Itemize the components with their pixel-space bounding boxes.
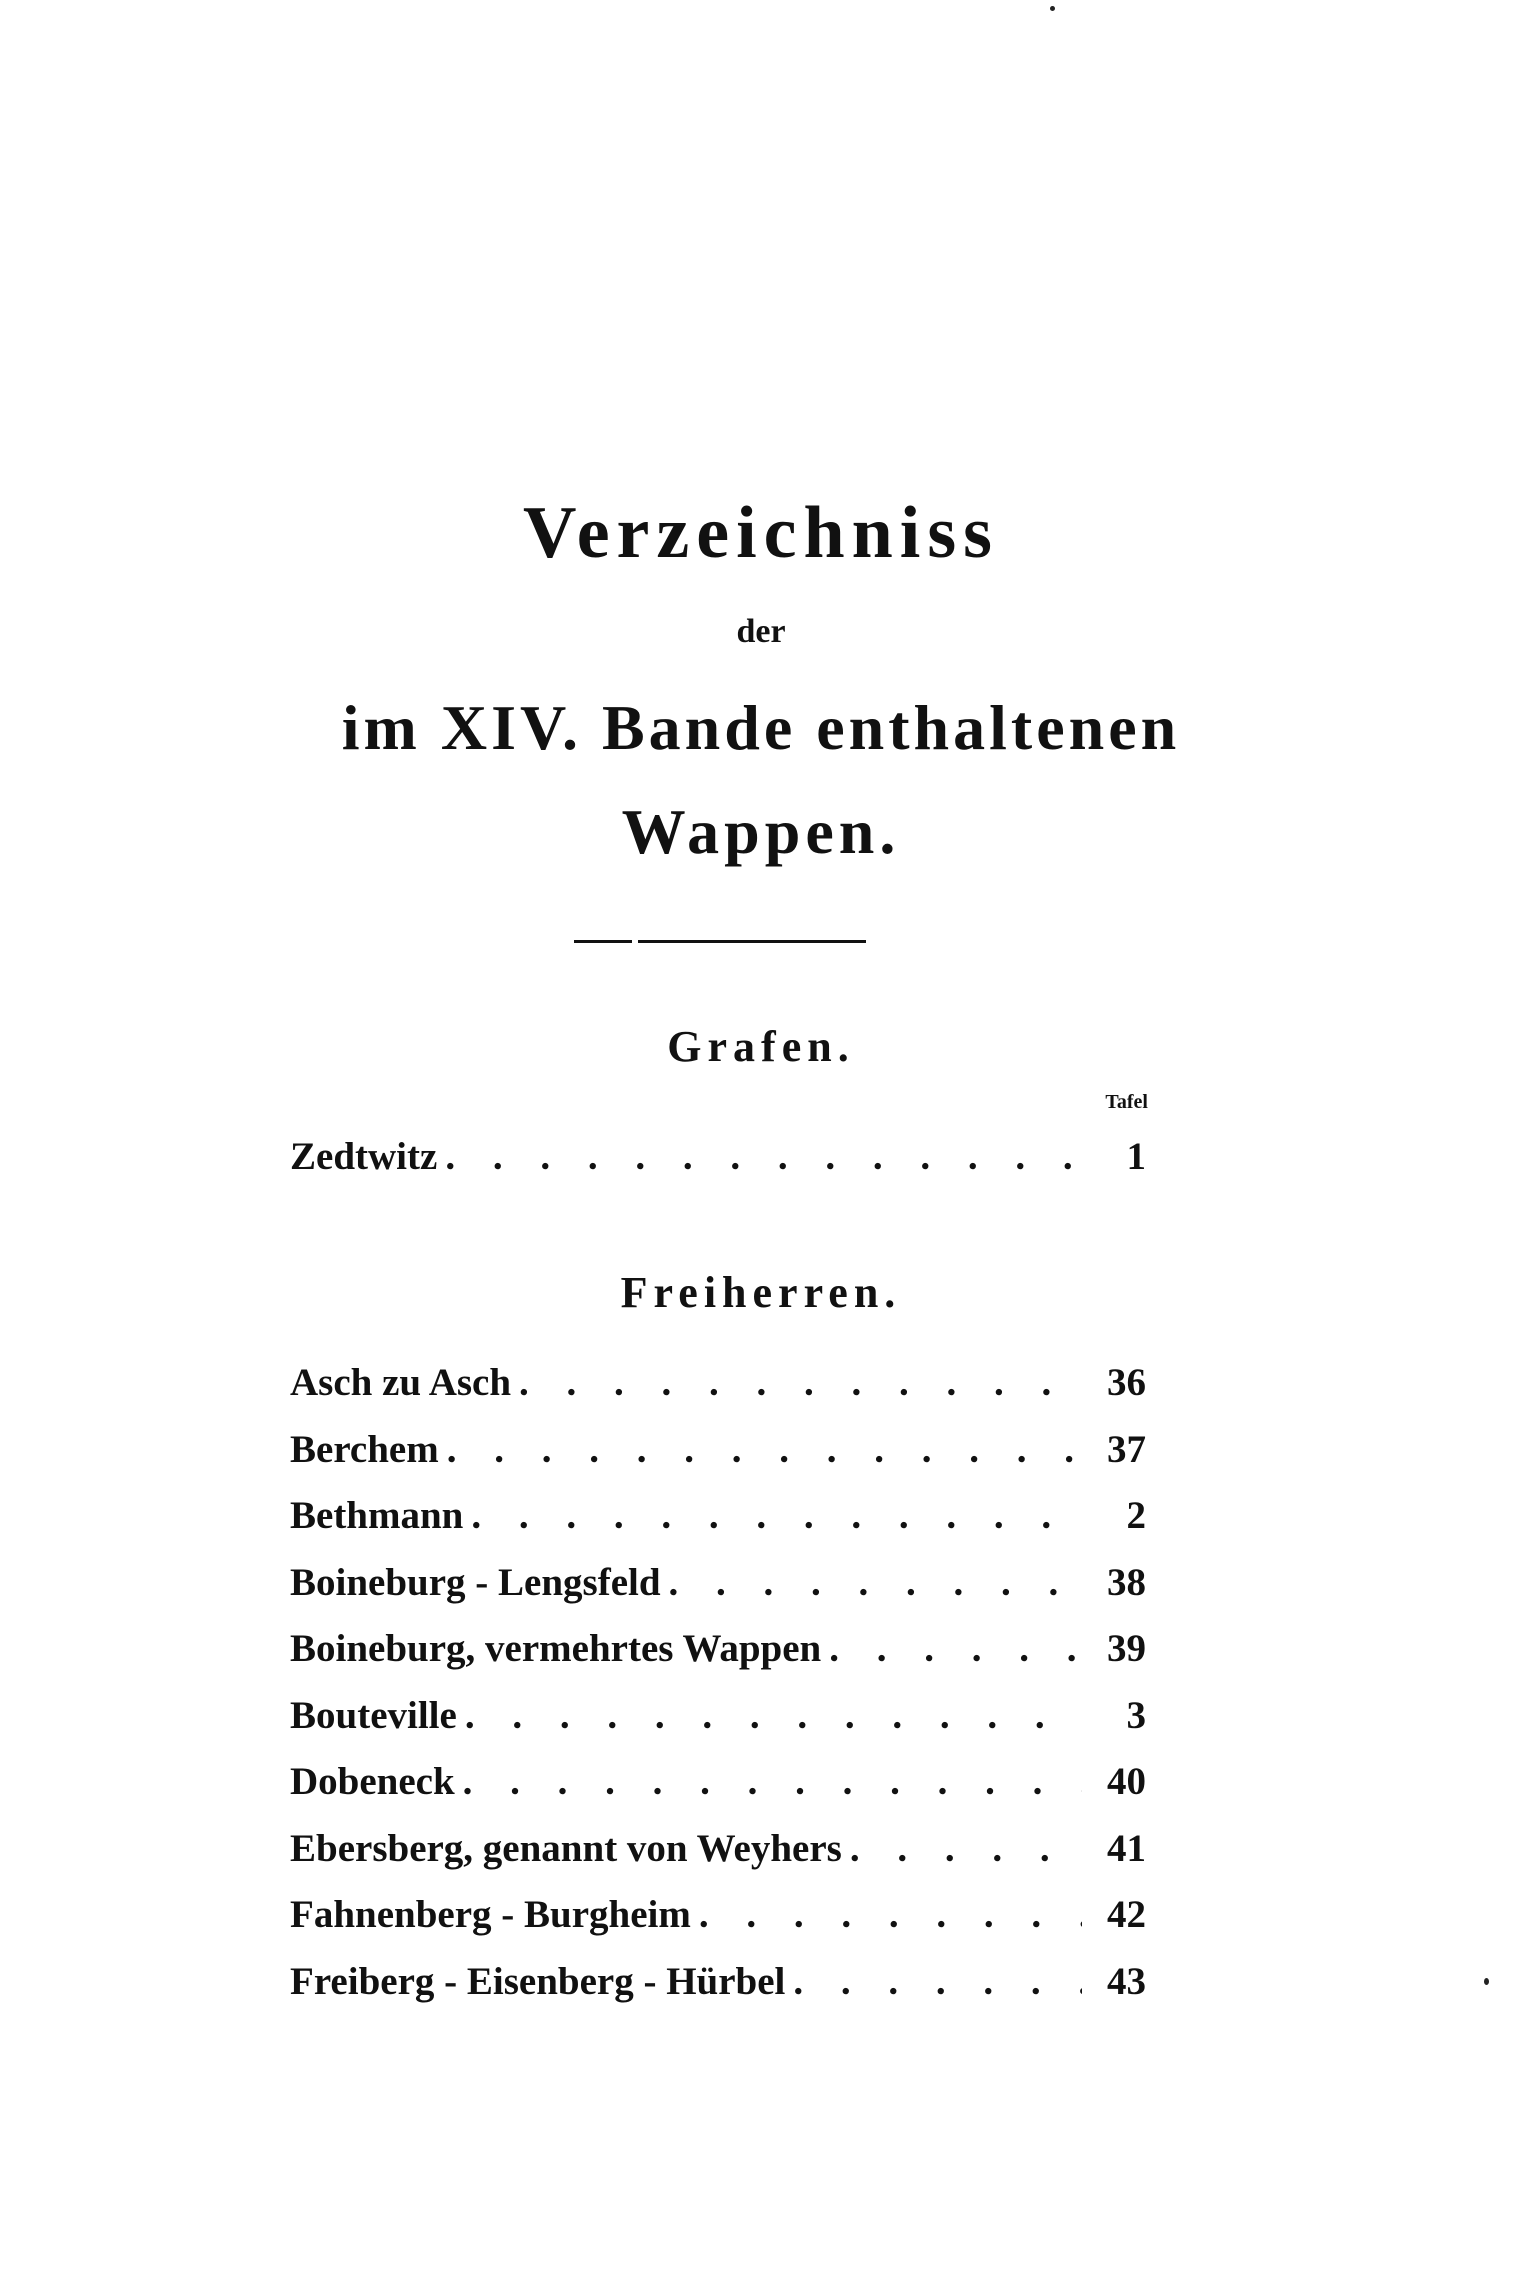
entry-name: Dobeneck [290, 1760, 455, 1803]
toc-entry [290, 1824, 1146, 1891]
title-divider-long [638, 940, 866, 943]
toc-entry [290, 1890, 1146, 1957]
toc-list-grafen [290, 1132, 1146, 1199]
title-divider-short [574, 940, 632, 943]
leader-dots [465, 1691, 1082, 1741]
entry-plate-number: 36 [1107, 1361, 1146, 1404]
entry-name: Zedtwitz [290, 1135, 438, 1178]
entry-plate-number: 37 [1107, 1427, 1146, 1471]
leader-dots [793, 1957, 1082, 2007]
title-article: der [736, 613, 786, 650]
title-volume-line: im XIV. Bande enthaltenen [341, 692, 1181, 763]
tafel-column-label: Tafel [1105, 1091, 1148, 1113]
leader-dots [447, 1425, 1082, 1475]
toc-entry [290, 1757, 1146, 1824]
entry-plate-number: 2 [1126, 1494, 1146, 1537]
leader-dots [463, 1757, 1082, 1807]
leader-dots [850, 1824, 1082, 1874]
toc-entry [290, 1624, 1146, 1691]
entry-name: Bethmann [290, 1494, 464, 1537]
toc-entry [290, 1558, 1146, 1625]
leader-dots [699, 1890, 1082, 1940]
toc-entry [290, 1425, 1146, 1492]
section-heading-grafen: Grafen. [667, 1022, 855, 1071]
entry-name: Fahnenberg - Burgheim [290, 1893, 691, 1936]
leader-dots [669, 1558, 1082, 1608]
toc-entry [290, 1691, 1146, 1758]
entry-plate-number: 38 [1107, 1560, 1146, 1604]
ink-speck-top [1050, 6, 1055, 11]
entry-plate-number: 1 [1126, 1135, 1146, 1178]
entry-name: Boineburg - Lengsfeld [290, 1560, 661, 1604]
leader-dots [829, 1624, 1082, 1674]
leader-dots [471, 1491, 1082, 1541]
entry-plate-number: 39 [1107, 1627, 1146, 1670]
toc-list-freiherren [290, 1358, 1146, 2023]
entry-plate-number: 40 [1107, 1760, 1146, 1803]
entry-name: Boineburg, vermehrtes Wappen [290, 1627, 822, 1670]
entry-name: Ebersberg, genannt von Weyhers [290, 1826, 842, 1870]
entry-plate-number: 3 [1126, 1693, 1146, 1737]
leader-dots [519, 1358, 1082, 1408]
title-wappen: Wappen. [621, 796, 901, 867]
entry-plate-number: 41 [1107, 1826, 1146, 1870]
entry-name: Asch zu Asch [290, 1361, 512, 1404]
toc-entry [290, 1358, 1146, 1425]
entry-plate-number: 42 [1107, 1893, 1146, 1936]
page-title: Verzeichniss [523, 492, 999, 574]
toc-entry [290, 1957, 1146, 2024]
toc-entry [290, 1491, 1146, 1558]
leader-dots [445, 1132, 1082, 1182]
ink-speck-right [1484, 1978, 1489, 1985]
entry-name: Bouteville [290, 1693, 457, 1737]
entry-name: Berchem [290, 1427, 439, 1471]
entry-name: Freiberg - Eisenberg - Hürbel [290, 1959, 786, 2003]
entry-plate-number: 43 [1107, 1959, 1146, 2003]
toc-entry [290, 1132, 1146, 1199]
section-heading-freiherren: Freiherren. [620, 1268, 902, 1317]
